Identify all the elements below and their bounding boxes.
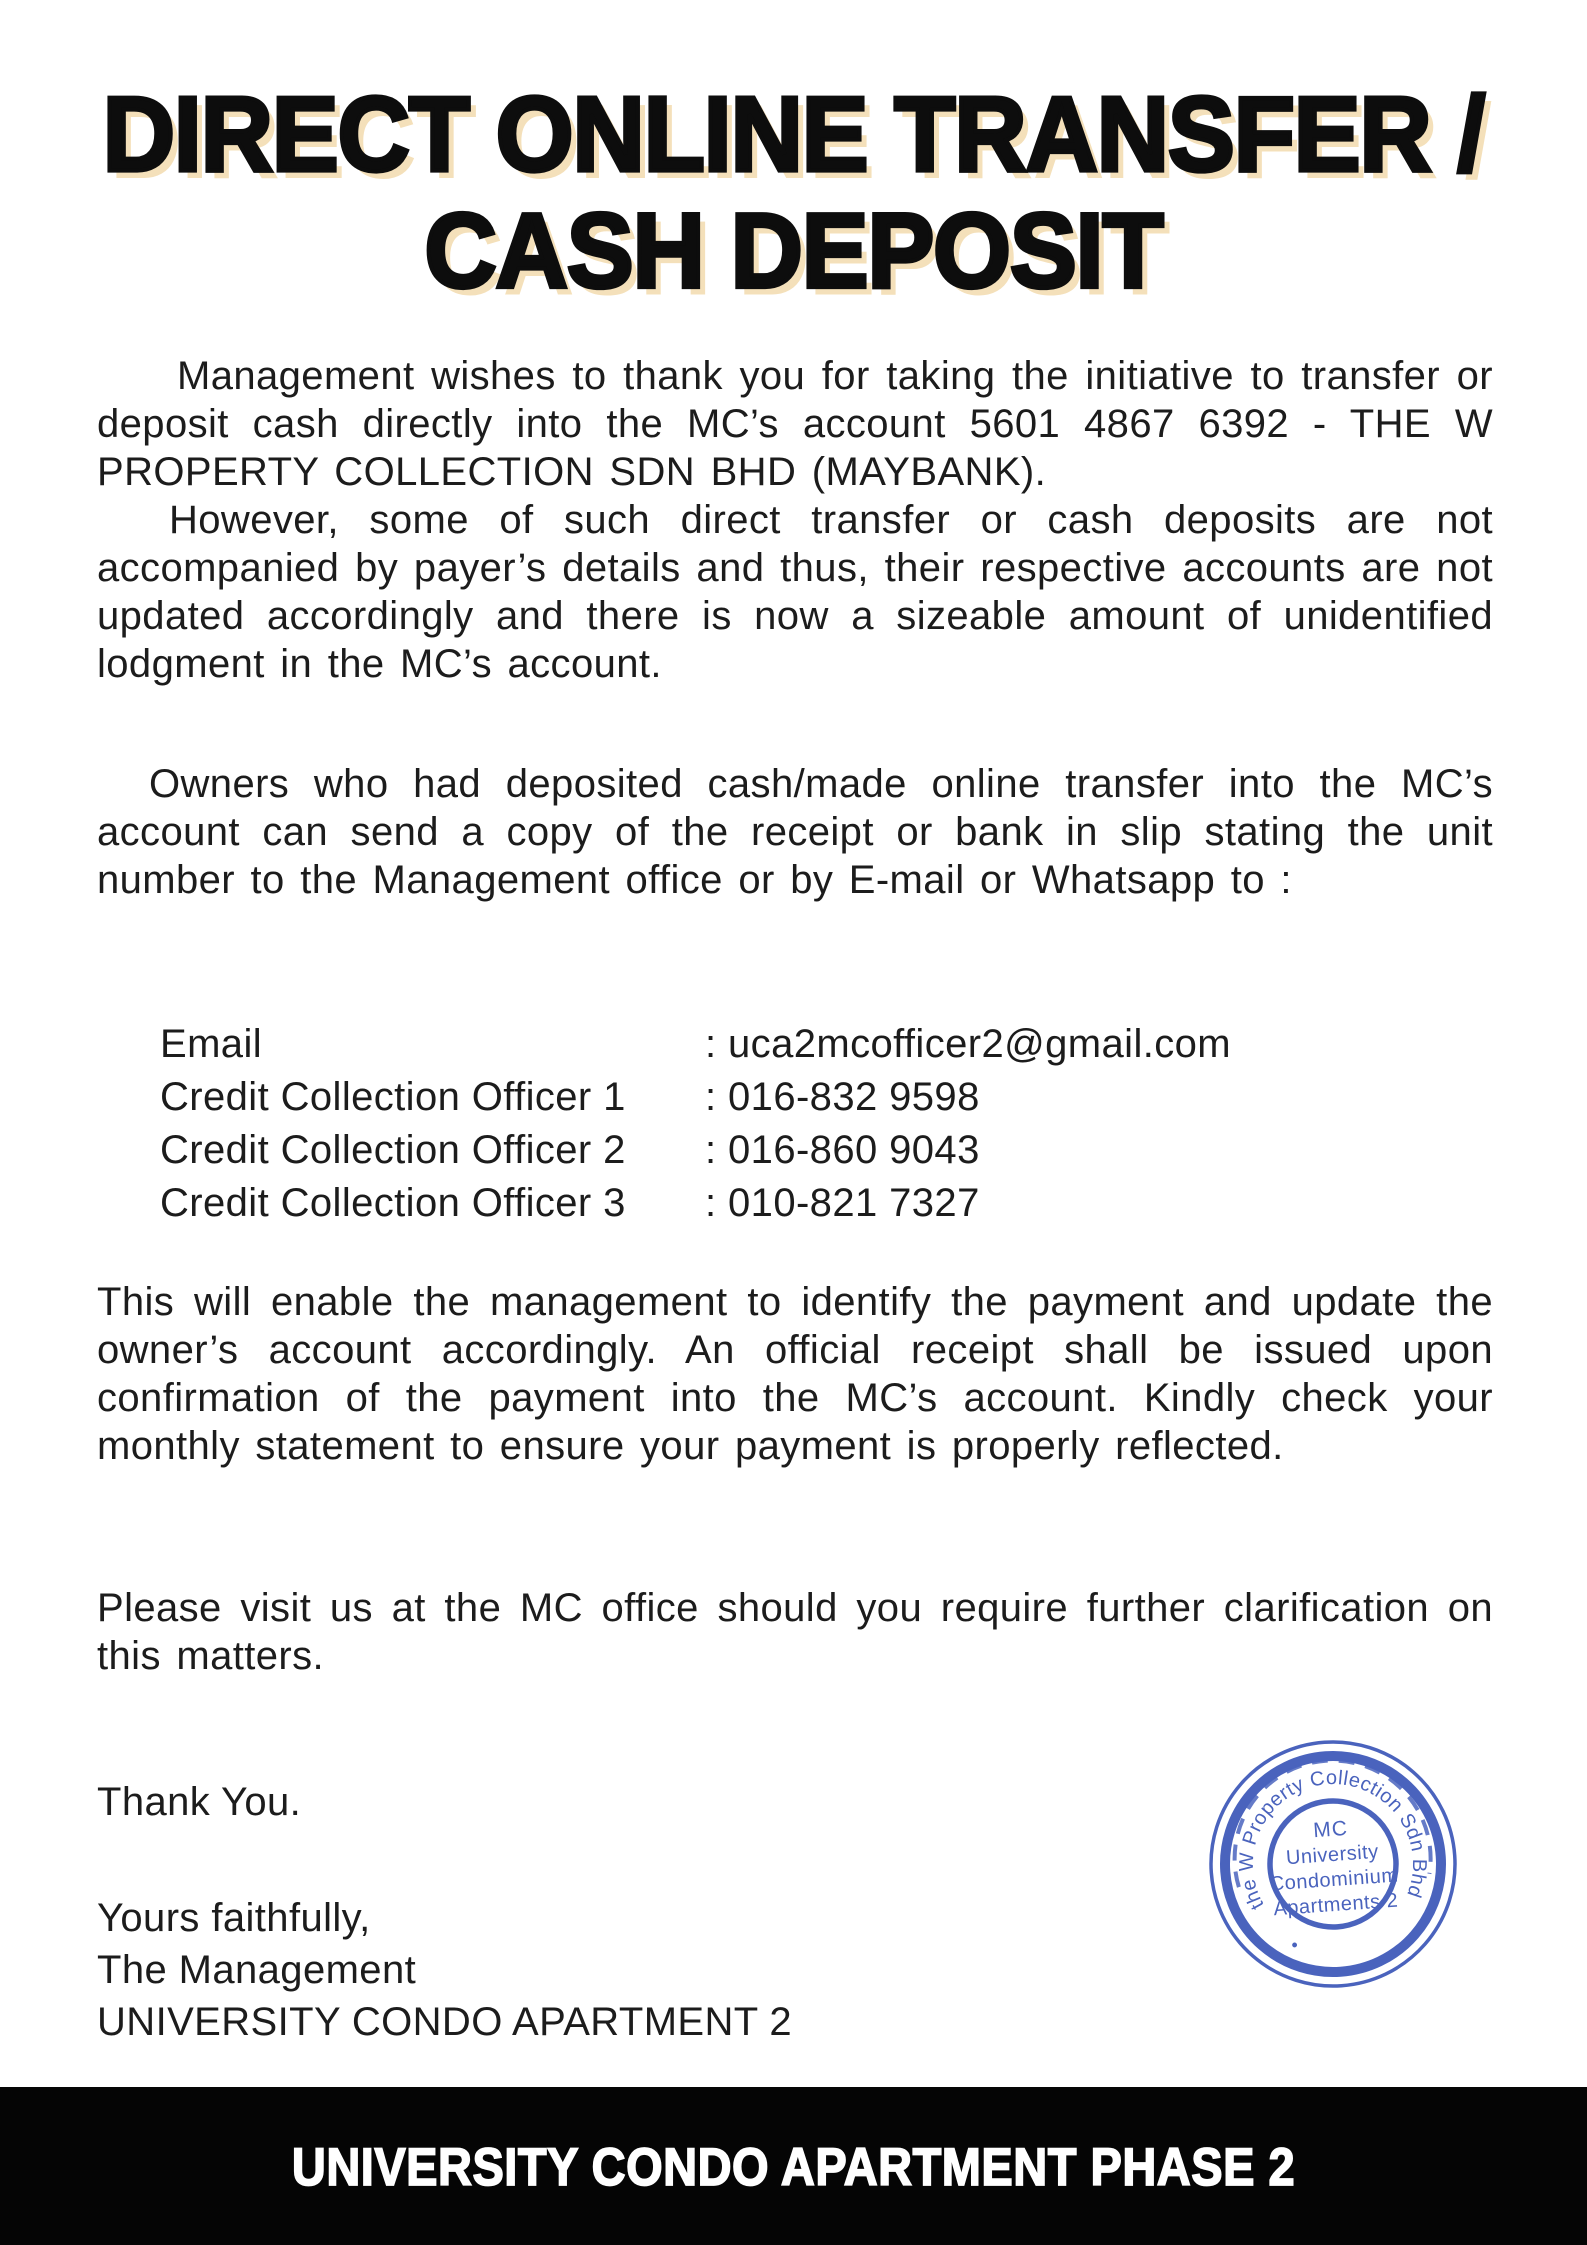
contact-label: Credit Collection Officer 2: [160, 1128, 626, 1172]
footer-text: UNIVERSITY CONDO APARTMENT PHASE 2: [291, 2136, 1296, 2196]
payment-identification-block: [97, 1278, 1493, 1470]
contact-value: : 016-832 9598: [705, 1075, 980, 1119]
closing-organization: UNIVERSITY CONDO APARTMENT 2: [97, 2000, 793, 2044]
stamp-ring-text: the W Property Collection Sdn Bhd: [1235, 1766, 1431, 1914]
stamp-center-line-1: MC: [1312, 1816, 1349, 1843]
closing-signatory: The Management: [97, 1948, 417, 1992]
contact-row-officer-3: [160, 1177, 1500, 1230]
closing-block: [97, 1892, 792, 2048]
contact-row-officer-2: [160, 1124, 1500, 1177]
company-stamp-icon: [1205, 1736, 1461, 1992]
footer-bar: [0, 2087, 1587, 2245]
closing-salutation: Yours faithfully,: [97, 1896, 371, 1940]
contact-row-officer-1: [160, 1071, 1500, 1124]
stamp-center-line-4: Apartments 2: [1272, 1889, 1399, 1921]
intro-paragraphs: [97, 352, 1493, 688]
contact-value: : 010-821 7327: [705, 1181, 980, 1225]
paragraph-visit-office: Please visit us at the MC office should you require further clarification on this matters.: [97, 1586, 1493, 1678]
stamp-center-line-2: University: [1285, 1840, 1380, 1870]
contact-label: Credit Collection Officer 3: [160, 1181, 626, 1225]
contact-label: Credit Collection Officer 1: [160, 1075, 626, 1119]
page-title-line1: DIRECT ONLINE TRANSFER /: [102, 74, 1485, 194]
contact-list: [160, 1018, 1500, 1230]
contact-value: : uca2mcofficer2@gmail.com: [705, 1022, 1232, 1066]
paragraph-owners-instruction: Owners who had deposited cash/made online transfer into the MC’s account can send a copy of the receipt or bank in slip stating the unit number to the Management office or by E-mail or Whatsapp to :: [97, 762, 1493, 902]
paragraph-payment-identification: This will enable the management to identify the payment and update the owner’s account accordingly. An official receipt shall be issued upon confirmation of the payment into the MC’s account. Kindly check your monthly statement to ensure your payment is properly reflected.: [97, 1280, 1493, 1468]
page-title: [0, 76, 1587, 309]
contact-row-email: [160, 1018, 1500, 1071]
owners-instruction-block: [97, 760, 1493, 904]
visit-office-block: [97, 1584, 1493, 1680]
stamp-center-line-3: Condominium: [1269, 1864, 1400, 1896]
paragraph-unidentified-lodgment: However, some of such direct transfer or cash deposits are not accompanied by payer’s details and thus, their respective accounts are not updated accordingly and there is now a sizeable amount of unidentified lodgment in the MC’s account.: [97, 498, 1493, 686]
contact-label: Email: [160, 1022, 263, 1066]
contact-value: : 016-860 9043: [705, 1128, 980, 1172]
paragraph-management-thanks: Management wishes to thank you for taking the initiative to transfer or deposit cash directly into the MC’s account 5601 4867 6392 - THE W PROPERTY COLLECTION SDN BHD (MAYBANK).: [97, 354, 1493, 494]
page-title-line2: CASH DEPOSIT: [424, 191, 1163, 311]
stamp-bullet: •: [1290, 1934, 1299, 1956]
thank-you-text: Thank You.: [97, 1780, 302, 1824]
